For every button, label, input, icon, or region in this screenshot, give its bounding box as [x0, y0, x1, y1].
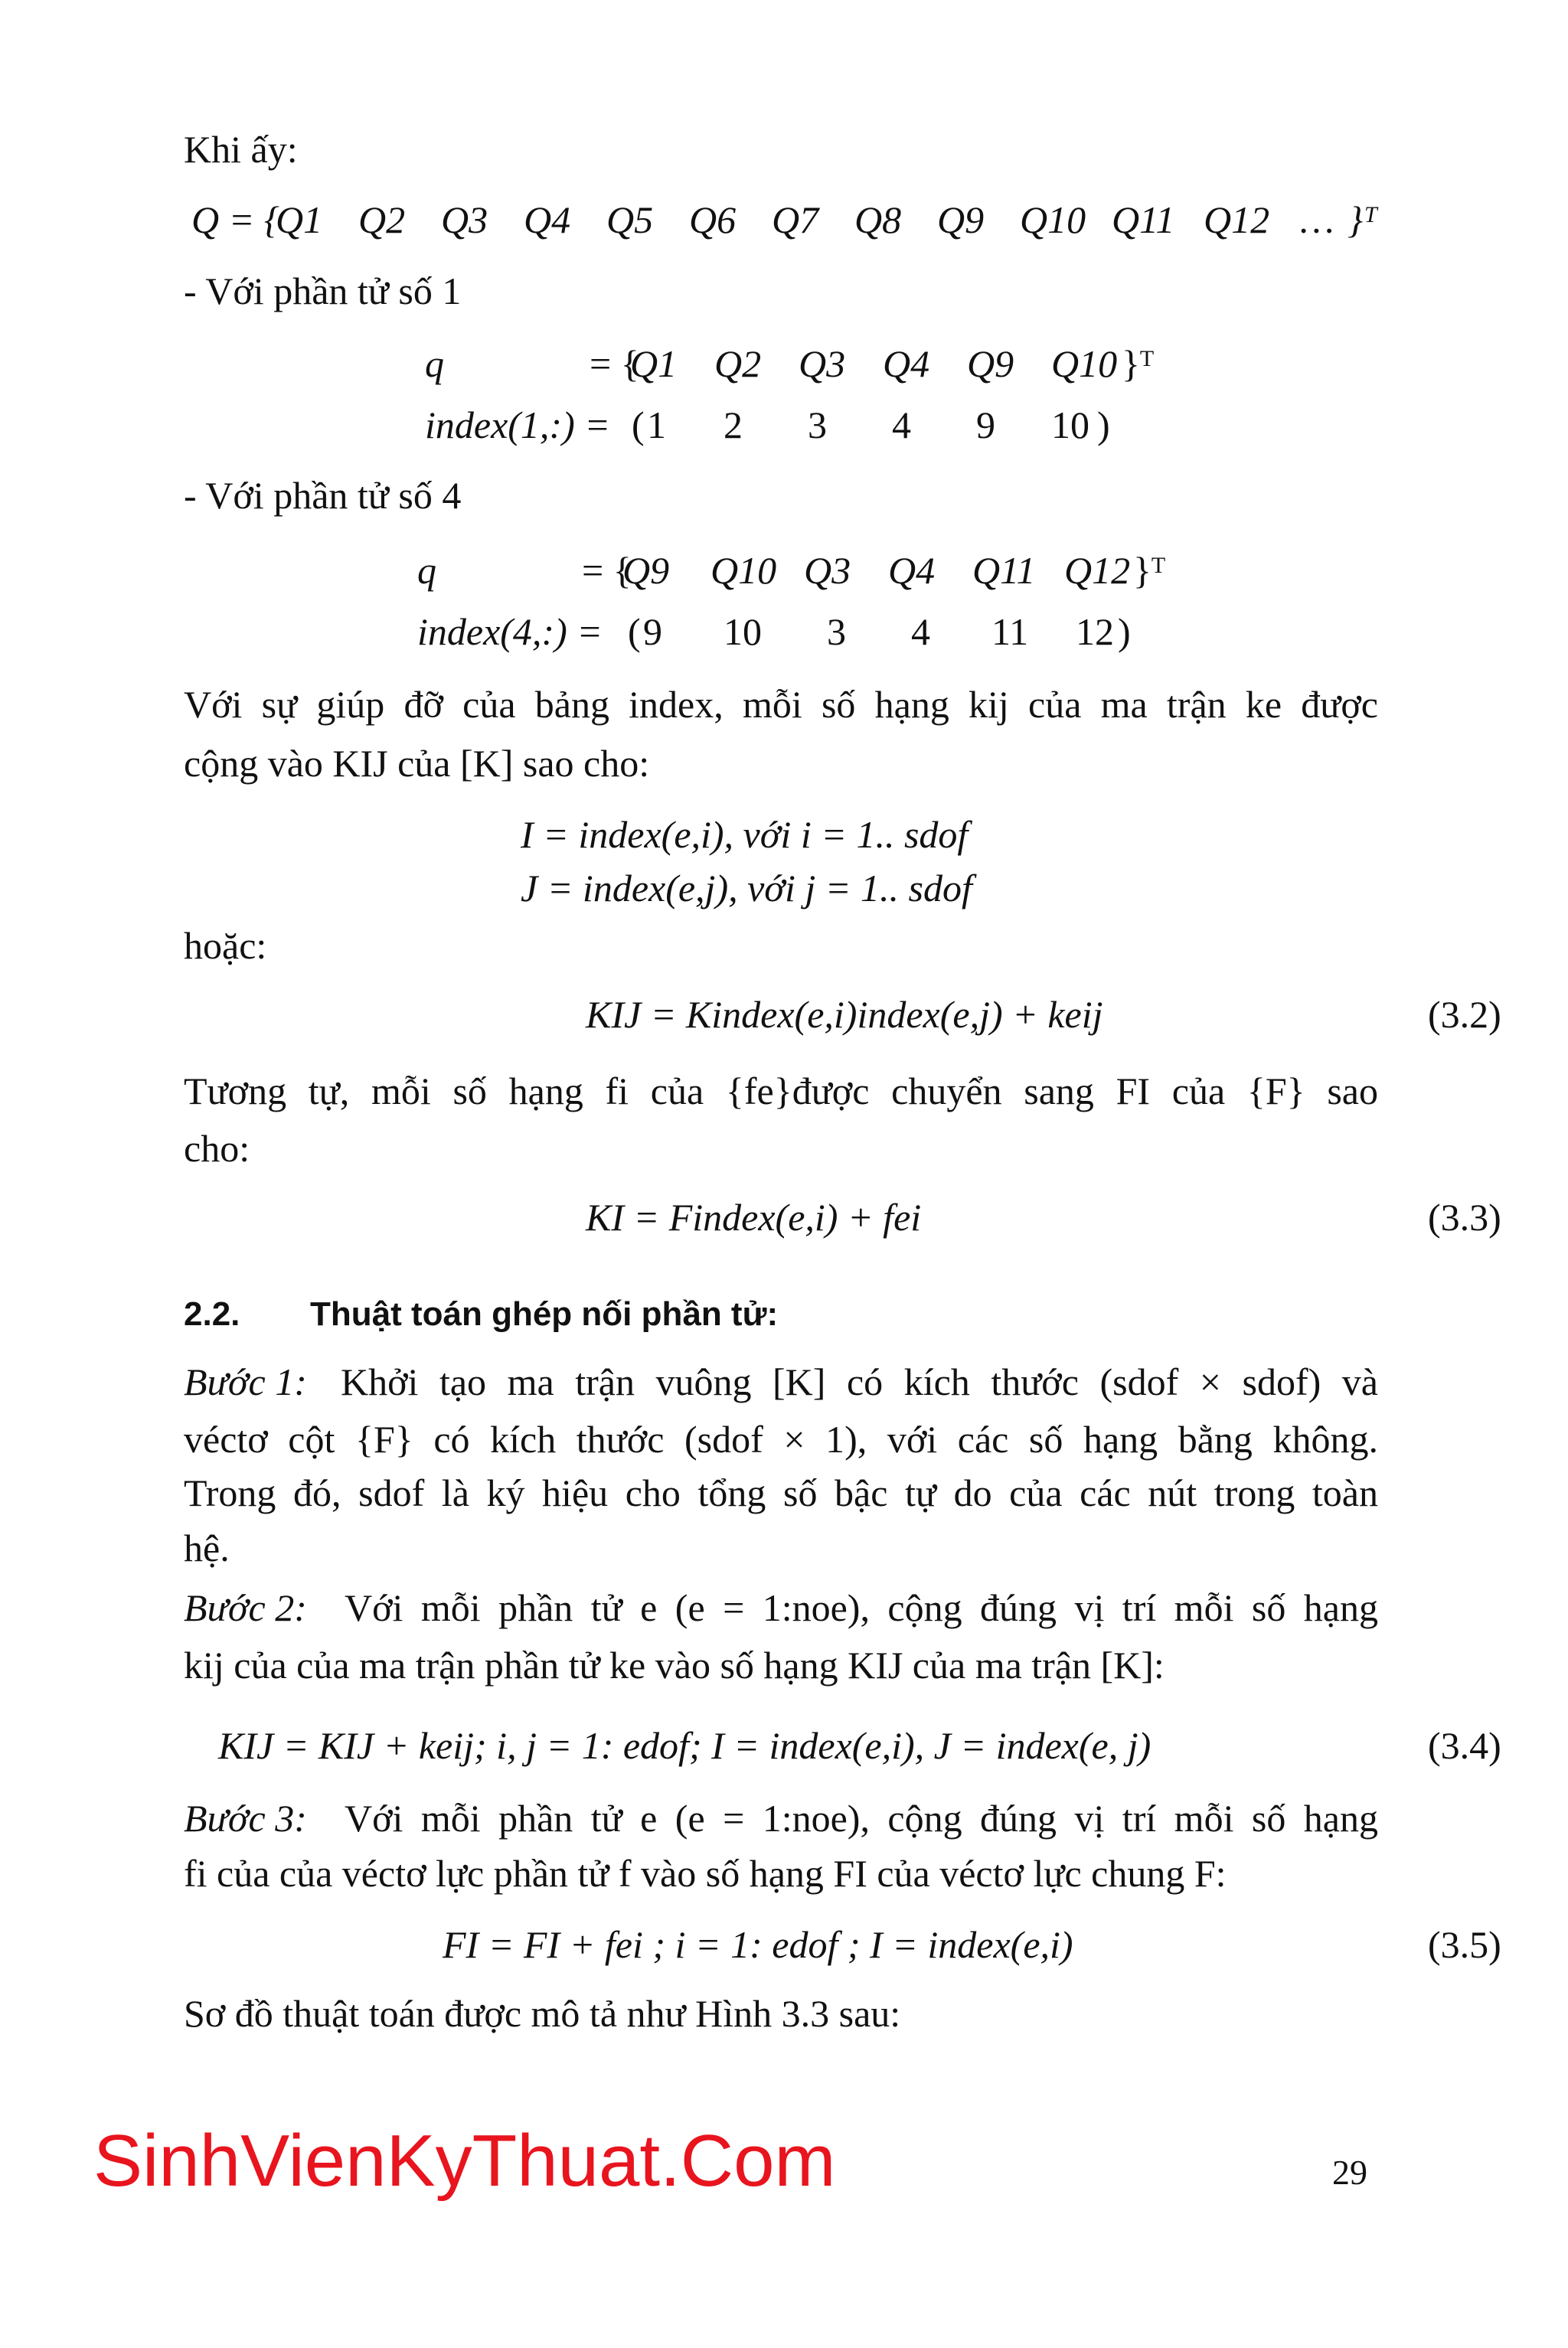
- element1-q-item: Q1: [630, 342, 678, 385]
- step1-line2: véctơ cột {F} có kích thước (sdof × 1), với các số hạng bằng không.: [184, 1418, 1378, 1461]
- step1-line3: Trong đó, sdof là ký hiệu cho tổng số bậc tự do của các nút trong toàn: [184, 1471, 1378, 1514]
- element1-index-label: index(1,:) =: [425, 403, 610, 446]
- element4-index-value: 3: [827, 610, 846, 653]
- element4-index-value: 11: [991, 610, 1029, 653]
- element1-q-item: Q4: [883, 342, 930, 385]
- element1-index-value: 10: [1051, 403, 1089, 446]
- step3-line1: Với mỗi phần tử e (e = 1:noe), cộng đúng vị trí mỗi số hạng: [345, 1797, 1378, 1840]
- rule-j: J = index(e,j), với j = 1.. sdof: [521, 867, 972, 909]
- q-vector-row: [191, 198, 1416, 247]
- equation-3-4: KIJ = KIJ + keij; i, j = 1: edof; I = index(e,i), J = index(e, j): [218, 1724, 1152, 1767]
- paragraph-index-line1: Với sự giúp đỡ của bảng index, mỗi số hạng kij của ma trận ke được: [184, 683, 1378, 726]
- element4-heading: - Với phần tử số 4: [184, 474, 462, 517]
- intro-text: Khi ấy:: [184, 128, 298, 171]
- element1-q-item: Q10: [1051, 342, 1118, 385]
- element4-q-item: Q11: [972, 549, 1036, 592]
- element4-q-item: Q9: [622, 549, 670, 592]
- element1-index-value: 2: [724, 403, 743, 446]
- section-number: 2.2.: [184, 1295, 240, 1333]
- section-title: Thuật toán ghép nối phần tử:: [310, 1295, 779, 1333]
- element1-index-row: [425, 403, 1191, 452]
- element4-q-item: Q12: [1064, 549, 1131, 592]
- equation-number-3-4: (3.4): [1428, 1724, 1501, 1767]
- equation-number-3-5: (3.5): [1428, 1923, 1501, 1966]
- q-item: Q8: [854, 198, 902, 241]
- hoac-text: hoặc:: [184, 924, 267, 967]
- element1-index-value: 4: [892, 403, 911, 446]
- element1-q-item: Q9: [967, 342, 1014, 385]
- element4-q-item: Q4: [888, 549, 936, 592]
- element4-index-row: [417, 612, 1183, 658]
- element1-q-label: q: [425, 342, 444, 385]
- q-item: Q1: [276, 198, 323, 241]
- element1-index-value: 1: [647, 403, 666, 446]
- paragraph-force-line2: cho:: [184, 1127, 250, 1170]
- element4-q-label: q: [417, 549, 436, 592]
- page-number: 29: [1332, 2153, 1367, 2192]
- equation-3-3: KI = Findex(e,i) + fei: [586, 1196, 922, 1239]
- paragraph-force-line1: Tương tự, mỗi số hạng fi của {fe}được chuyển sang FI của {F} sao: [184, 1069, 1378, 1112]
- watermark-logo: SinhVienKyThuat.Com: [93, 2120, 836, 2202]
- element4-index-close: ): [1118, 610, 1131, 653]
- element1-q-eq: = {: [590, 342, 639, 385]
- element4-index-value: 12: [1076, 610, 1114, 653]
- q-item: Q5: [606, 198, 654, 241]
- element1-index-close: ): [1097, 403, 1110, 446]
- q-item: Q7: [772, 198, 819, 241]
- q-item: …: [1300, 198, 1334, 241]
- rule-i: I = index(e,i), với i = 1.. sdof: [521, 813, 969, 856]
- element1-heading: - Với phần tử số 1: [184, 269, 462, 312]
- element4-index-value: 4: [911, 610, 930, 653]
- q-vector-close: }ᵀ: [1348, 198, 1378, 241]
- q-vector-lhs: Q = {: [191, 198, 279, 241]
- element1-q-row: [425, 342, 1191, 390]
- q-item: Q3: [441, 198, 488, 241]
- element4-q-close: }ᵀ: [1133, 549, 1166, 592]
- step3-line2: fi của của véctơ lực phần tử f vào số hạng FI của véctơ lực chung F:: [184, 1852, 1227, 1895]
- element4-q-row: [417, 551, 1183, 597]
- element4-index-value: 9: [643, 610, 662, 653]
- element1-q-close: }ᵀ: [1122, 342, 1155, 385]
- element1-q-item: Q2: [714, 342, 762, 385]
- step1-line1: Khởi tạo ma trận vuông [K] có kích thước (sdof × sdof) và: [341, 1360, 1378, 1403]
- equation-number-3-2: (3.2): [1428, 993, 1501, 1036]
- q-item: Q9: [937, 198, 985, 241]
- element4-q-item: Q10: [710, 549, 777, 592]
- step2-line2: kij của của ma trận phần tử ke vào số hạng KIJ của ma trận [K]:: [184, 1644, 1165, 1687]
- step2-label: Bước 2:: [184, 1586, 307, 1629]
- q-item: Q4: [524, 198, 571, 241]
- element4-index-open: (: [628, 610, 641, 653]
- step1-line4: hệ.: [184, 1527, 230, 1569]
- step1-label: Bước 1:: [184, 1360, 307, 1403]
- q-item: Q6: [689, 198, 737, 241]
- element1-index-value: 3: [808, 403, 827, 446]
- q-item: Q12: [1204, 198, 1270, 241]
- q-item: Q10: [1020, 198, 1086, 241]
- element4-index-value: 10: [724, 610, 762, 653]
- equation-number-3-3: (3.3): [1428, 1196, 1501, 1239]
- element1-index-value: 9: [976, 403, 995, 446]
- element4-q-eq: = {: [582, 549, 632, 592]
- q-item: Q2: [358, 198, 406, 241]
- element4-q-item: Q3: [804, 549, 851, 592]
- step2-line1: Với mỗi phần tử e (e = 1:noe), cộng đúng vị trí mỗi số hạng: [345, 1586, 1378, 1629]
- closing-text: Sơ đồ thuật toán được mô tả như Hình 3.3 sau:: [184, 1992, 901, 2035]
- q-item: Q11: [1112, 198, 1175, 241]
- element1-q-item: Q3: [799, 342, 846, 385]
- element1-index-open: (: [632, 403, 645, 446]
- equation-3-5: FI = FI + fei ; i = 1: edof ; I = index(e,i): [443, 1923, 1073, 1966]
- equation-3-2: KIJ = Kindex(e,i)index(e,j) + keij: [586, 993, 1103, 1036]
- paragraph-index-line2: cộng vào KIJ của [K] sao cho:: [184, 742, 650, 785]
- step3-label: Bước 3:: [184, 1797, 307, 1840]
- element4-index-label: index(4,:) =: [417, 610, 603, 653]
